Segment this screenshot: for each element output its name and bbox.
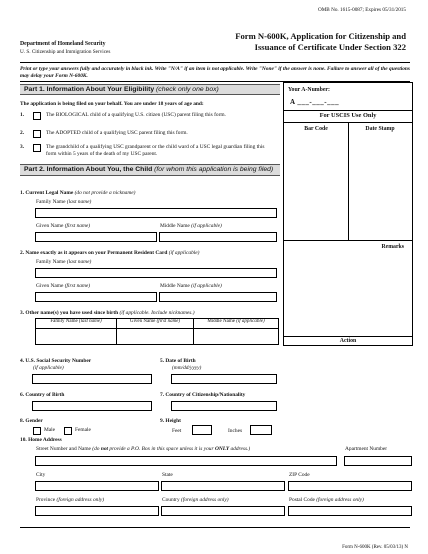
- q3-other-names-table: [35, 318, 279, 345]
- q6-label: 6. Country of Birth: [20, 392, 65, 398]
- q1-middle-label: Middle Name (if applicable): [160, 223, 222, 229]
- date-of-birth-input[interactable]: [171, 374, 277, 384]
- form-footer: Form N-600K (Rev. 05/03/13) N: [342, 545, 408, 550]
- postal-label: Postal Code (foreign address only): [289, 497, 364, 503]
- country-of-citizenship-input[interactable]: [171, 401, 277, 411]
- postal-code-input[interactable]: [288, 506, 412, 516]
- zip-input[interactable]: [288, 481, 412, 491]
- part1-lead: The application is being filed on your behalf. You are under 18 years of age and:: [20, 101, 204, 107]
- q5-label: 5. Date of Birth: [160, 358, 196, 364]
- street-input[interactable]: [35, 456, 337, 466]
- gender-male-label: Male: [44, 427, 56, 433]
- q3-middle-name-cell[interactable]: [194, 329, 278, 344]
- q3-label: 3. Other name(s) you have used since birth (if applicable. Include nicknames.): [20, 310, 195, 316]
- form-title-line1: Form N-600K, Application for Citizenship and: [235, 31, 406, 41]
- part1-option3-checkbox[interactable]: [33, 144, 41, 152]
- country-of-birth-input[interactable]: [32, 401, 152, 411]
- q3-col1-header: Family Name (last name): [36, 319, 117, 329]
- part1-option1-text: The BIOLOGICAL child of a qualifying U.S. citizen (USC) parent filing this form.: [46, 112, 226, 118]
- omb-number: OMB No. 1615-0087; Expires 05/31/2015: [317, 7, 406, 13]
- gender-male-checkbox[interactable]: [33, 427, 41, 435]
- q1-family-name-input[interactable]: [35, 208, 277, 218]
- q8-label: 8. Gender: [20, 418, 43, 424]
- datestamp-label: Date Stamp: [365, 126, 395, 132]
- apartment-input[interactable]: [344, 456, 412, 466]
- part1-option2-num: 2.: [20, 130, 25, 136]
- part2-title: Part 2. Information About You, the Child: [24, 166, 153, 173]
- street-label: Street Number and Name (do not provide a P.O. Box in this space unless it is your ONLY address.): [36, 446, 251, 452]
- action-label: Action: [339, 338, 357, 344]
- remarks-label: Remarks: [381, 244, 404, 250]
- city-label: City: [36, 472, 46, 478]
- part1-hint: (check only one box): [156, 86, 219, 93]
- panel-divider-3: [284, 240, 412, 241]
- part1-title: Part 1. Information About Your Eligibility: [24, 86, 155, 93]
- q2-family-name-input[interactable]: [35, 268, 277, 278]
- form-title-line2: Issuance of Certificate Under Section 322: [254, 42, 406, 52]
- q1-label: 1. Current Legal Name (do not provide a nickname): [20, 190, 136, 196]
- height-feet-input[interactable]: [192, 425, 212, 435]
- q9-label: 9. Height: [160, 418, 181, 424]
- province-input[interactable]: [35, 506, 159, 516]
- state-input[interactable]: [161, 481, 285, 491]
- q1-given-label: Given Name (first name): [36, 223, 91, 229]
- gender-female-label: Female: [75, 427, 91, 433]
- q1-given-name-input[interactable]: [35, 232, 157, 242]
- q3-family-name-cell[interactable]: [36, 329, 117, 344]
- q3-col2-header: Given Name (first name): [117, 319, 194, 329]
- height-inches-label: Inches: [228, 428, 243, 434]
- footer-divider: [20, 527, 410, 528]
- height-feet-label: Feet: [172, 428, 182, 434]
- barcode-label: Bar Code: [304, 126, 328, 132]
- q1-family-label: Family Name (last name): [36, 199, 92, 205]
- height-inches-input[interactable]: [250, 425, 272, 435]
- q2-middle-label: Middle Name (if applicable): [160, 283, 222, 289]
- panel-vdivider: [348, 122, 349, 240]
- apartment-label: Apartment Number: [345, 446, 388, 452]
- uscis-use-only: For USCIS Use Only: [319, 112, 377, 119]
- q3-col3-header: Middle Name (if applicable): [194, 319, 278, 329]
- q5-hint: (mm/dd/yyyy): [172, 365, 202, 371]
- q2-label: 2. Name exactly as it appears on your Permanent Resident Card (if applicable): [20, 250, 200, 256]
- q2-family-label: Family Name (last name): [36, 259, 92, 265]
- province-label: Province (foreign address only): [36, 497, 105, 503]
- part1-option1-num: 1.: [20, 112, 25, 118]
- anumber-value[interactable]: A ___-___-___: [290, 98, 340, 106]
- anumber-label: Your A-Number:: [288, 87, 330, 93]
- q3-given-name-cell[interactable]: [117, 329, 194, 344]
- part1-header: [20, 84, 280, 95]
- q2-given-label: Given Name (first name): [36, 283, 91, 289]
- department-name: Department of Homeland Security: [20, 41, 106, 47]
- q10-label: 10. Home Address: [20, 437, 62, 443]
- panel-divider-1: [284, 110, 412, 111]
- agency-name: U. S. Citizenship and Immigration Services: [20, 49, 111, 55]
- ssn-input[interactable]: [32, 374, 152, 384]
- part2-header: [20, 164, 280, 176]
- form-title: [176, 31, 406, 53]
- country-input[interactable]: [161, 506, 285, 516]
- header-divider: [20, 62, 410, 63]
- panel-divider-4: [284, 336, 412, 337]
- q2-given-name-input[interactable]: [35, 292, 157, 302]
- gender-female-checkbox[interactable]: [64, 427, 72, 435]
- uscis-side-panel: [283, 82, 413, 346]
- instructions-text: Print or type your answers fully and accurately in black ink. Write "N/A" if an item is not applicable. Write "None" if the answer is none. Failure to answer all of the questions may delay your Form N-600K.: [20, 66, 410, 79]
- part1-option2-text: The ADOPTED child of a qualifying USC parent filing this form.: [46, 130, 188, 136]
- zip-label: ZIP Code: [289, 472, 310, 478]
- state-label: State: [162, 472, 173, 478]
- q4-hint: (if applicable): [33, 365, 64, 371]
- part1-option2-checkbox[interactable]: [33, 130, 41, 138]
- q7-label: 7. Country of Citizenship/Nationality: [160, 392, 246, 398]
- part2-hint: (for whom this application is being filed): [154, 166, 274, 173]
- q2-middle-name-input[interactable]: [159, 292, 277, 302]
- country-label: Country (foreign address only): [162, 497, 229, 503]
- part1-option3-text: The grandchild of a qualifying USC grandparent or the child ward of a USC legal guardian filing this form within 5 years of the death of my USC parent.: [46, 144, 265, 157]
- city-input[interactable]: [35, 481, 159, 491]
- part1-option3-num: 3.: [20, 144, 25, 150]
- q1-middle-name-input[interactable]: [159, 232, 277, 242]
- q4-label: 4. U.S. Social Security Number: [20, 358, 92, 364]
- part1-option1-checkbox[interactable]: [33, 112, 41, 120]
